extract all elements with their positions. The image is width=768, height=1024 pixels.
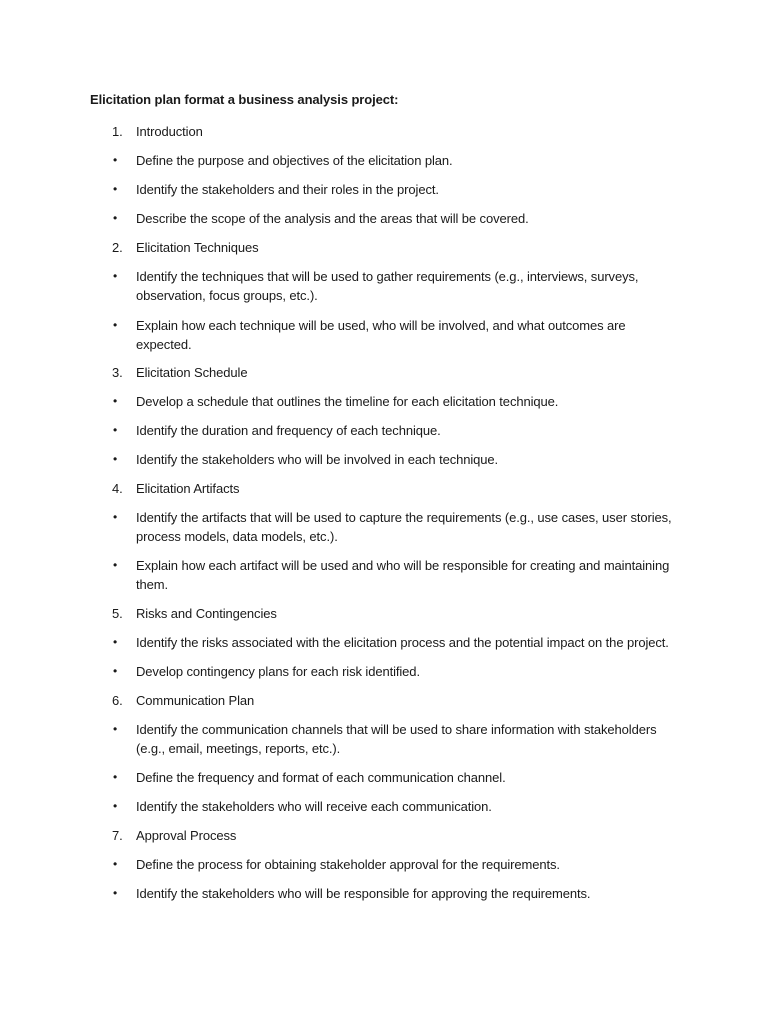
bullet-item bbox=[112, 855, 682, 874]
list-number: 2. bbox=[112, 240, 123, 255]
list-number: 5. bbox=[112, 606, 123, 621]
list-number: 3. bbox=[112, 365, 123, 380]
bullet-marker: • bbox=[113, 269, 118, 283]
bullet-item bbox=[112, 556, 682, 594]
bullet-marker: • bbox=[113, 799, 118, 813]
bullet-text: Identify the stakeholders who will be involved in each technique. bbox=[136, 452, 499, 467]
section-heading-text: Elicitation Techniques bbox=[136, 240, 259, 255]
section-heading-text: Elicitation Artifacts bbox=[136, 481, 240, 496]
bullet-marker: • bbox=[113, 423, 118, 437]
bullet-text: Identify the communication channels that will be used to share information with stakeholders (e.g., email, meetings, reports, etc.). bbox=[136, 722, 657, 756]
bullet-item bbox=[112, 633, 682, 652]
section-heading bbox=[112, 826, 682, 845]
bullet-item bbox=[112, 797, 682, 816]
bullet-marker: • bbox=[113, 394, 118, 408]
bullet-item bbox=[112, 450, 682, 469]
section-heading bbox=[112, 691, 682, 710]
bullet-marker: • bbox=[113, 211, 118, 225]
bullet-marker: • bbox=[113, 452, 118, 466]
bullet-marker: • bbox=[113, 886, 118, 900]
section-heading bbox=[112, 363, 682, 382]
bullet-item bbox=[112, 720, 682, 758]
bullet-marker: • bbox=[113, 770, 118, 784]
bullet-text: Define the purpose and objectives of the elicitation plan. bbox=[136, 153, 453, 168]
bullet-marker: • bbox=[113, 664, 118, 678]
bullet-text: Explain how each artifact will be used and who will be responsible for creating and maintaining them. bbox=[136, 558, 670, 592]
bullet-text: Define the process for obtaining stakeholder approval for the requirements. bbox=[136, 857, 560, 872]
bullet-item bbox=[112, 392, 682, 411]
list-number: 1. bbox=[112, 124, 123, 139]
bullet-item bbox=[112, 180, 682, 199]
bullet-text: Identify the stakeholders and their roles in the project. bbox=[136, 182, 439, 197]
bullet-text: Define the frequency and format of each communication channel. bbox=[136, 770, 506, 785]
bullet-marker: • bbox=[113, 182, 118, 196]
bullet-text: Identify the stakeholders who will receive each communication. bbox=[136, 799, 492, 814]
bullet-item bbox=[112, 421, 682, 440]
document-title: Elicitation plan format a business analysis project: bbox=[90, 92, 399, 107]
bullet-text: Identify the artifacts that will be used to capture the requirements (e.g., use cases, user stories, process models, data models, etc.). bbox=[136, 510, 672, 544]
bullet-text: Explain how each technique will be used, who will be involved, and what outcomes are expected. bbox=[136, 318, 626, 352]
bullet-item bbox=[112, 884, 682, 903]
section-heading bbox=[112, 604, 682, 623]
section-heading-text: Introduction bbox=[136, 124, 203, 139]
bullet-item bbox=[112, 316, 682, 354]
bullet-text: Develop a schedule that outlines the timeline for each elicitation technique. bbox=[136, 394, 559, 409]
section-heading bbox=[112, 479, 682, 498]
bullet-text: Describe the scope of the analysis and the areas that will be covered. bbox=[136, 211, 529, 226]
bullet-marker: • bbox=[113, 558, 118, 572]
bullet-marker: • bbox=[113, 153, 118, 167]
section-heading-text: Elicitation Schedule bbox=[136, 365, 248, 380]
bullet-item bbox=[112, 662, 682, 681]
bullet-text: Identify the stakeholders who will be responsible for approving the requirements. bbox=[136, 886, 591, 901]
bullet-text: Identify the risks associated with the elicitation process and the potential impact on the project. bbox=[136, 635, 669, 650]
list-number: 7. bbox=[112, 828, 123, 843]
list-number: 4. bbox=[112, 481, 123, 496]
bullet-marker: • bbox=[113, 722, 118, 736]
bullet-marker: • bbox=[113, 510, 118, 524]
bullet-item bbox=[112, 151, 682, 170]
bullet-marker: • bbox=[113, 857, 118, 871]
bullet-marker: • bbox=[113, 635, 118, 649]
section-heading-text: Approval Process bbox=[136, 828, 237, 843]
section-heading-text: Communication Plan bbox=[136, 693, 255, 708]
bullet-item bbox=[112, 209, 682, 228]
bullet-text: Identify the techniques that will be used to gather requirements (e.g., interviews, surveys, observation, focus groups, etc.). bbox=[136, 269, 639, 303]
bullet-item bbox=[112, 768, 682, 787]
section-heading bbox=[112, 122, 682, 141]
bullet-text: Develop contingency plans for each risk identified. bbox=[136, 664, 420, 679]
section-heading bbox=[112, 238, 682, 257]
bullet-item bbox=[112, 267, 682, 305]
bullet-text: Identify the duration and frequency of each technique. bbox=[136, 423, 441, 438]
bullet-item bbox=[112, 508, 682, 546]
bullet-marker: • bbox=[113, 318, 118, 332]
list-number: 6. bbox=[112, 693, 123, 708]
section-heading-text: Risks and Contingencies bbox=[136, 606, 277, 621]
